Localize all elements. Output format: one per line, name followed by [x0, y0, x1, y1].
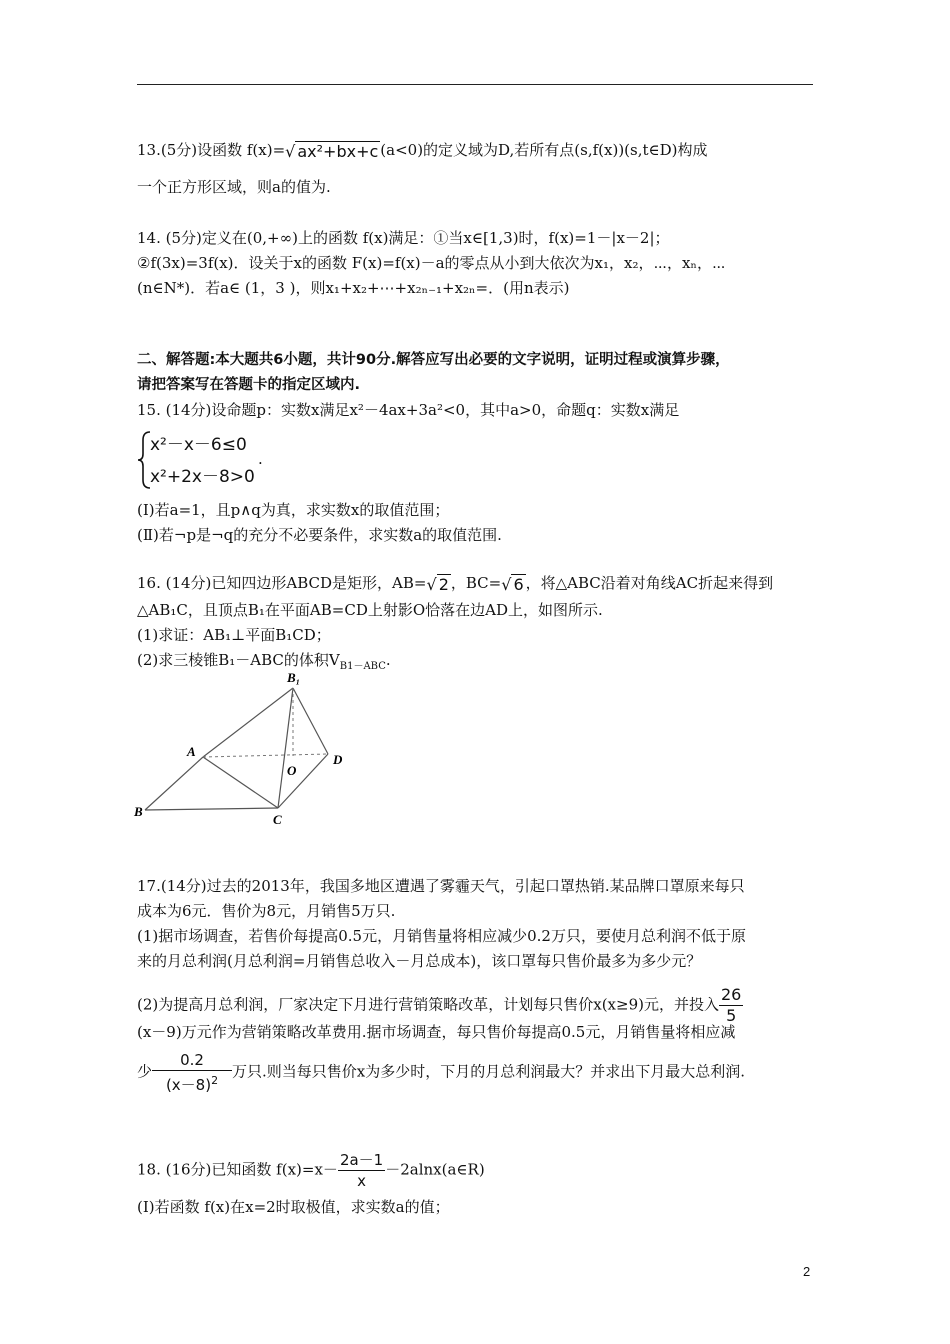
q18-line1: 18. (16分)已知函数 f(x)=x－ $\frac{2a-1}{x}$ －2alnx(a∈R): [137, 1151, 485, 1190]
q13-line1: 13.(5分)设函数 f(x)=√ ax²+bx+c (a<0)的定义域为D,若所有点(s,f(x))(s,t∈D)构成: [137, 141, 708, 161]
fraction-0.2-over-x-8-squared: $\frac{0.2}{(x-8)^2}$: [152, 1050, 232, 1095]
pyramid-figure: [130, 668, 360, 828]
sqrt-2: √ 2: [426, 574, 449, 594]
label-d: D: [333, 752, 343, 767]
q16-part2: (2)求三棱锥B₁－ABC的体积$V_{B1-ABC}$.: [137, 651, 391, 672]
label-a: A: [187, 744, 196, 759]
label-b: B: [134, 804, 143, 819]
edge-ad: [203, 754, 328, 757]
q14-line2: ②f(3x)=3f(x)．设关于x的函数 F(x)=f(x)－a的零点从小到大依次为x₁，x₂，⋯，xₙ，⋯: [137, 254, 726, 272]
edge-b1d: [293, 688, 328, 754]
edge-ba: [145, 757, 203, 810]
label-c: C: [273, 812, 282, 827]
edge-cd: [278, 754, 328, 808]
edge-ab1: [203, 688, 293, 757]
section2-heading-line2: 请把答案写在答题卡的指定区域内.: [137, 377, 361, 393]
label-b1: B₁: [287, 670, 301, 685]
q15-part2: (Ⅱ)若¬p是¬q的充分不必要条件，求实数a的取值范围.: [137, 526, 502, 544]
q17-line3: (1)据市场调查，若售价每提高0.5元，月销售量将相应减少0.2万只，要使月总利润不低于原: [137, 927, 746, 945]
q18-part1: (Ⅰ)若函数 f(x)在x=2时取极值，求实数a的值；: [137, 1198, 450, 1216]
edge-ac: [203, 757, 278, 808]
q15-line1: 15. (14分)设命题p：实数x满足x²－4ax+3a²<0，其中a>0，命题q：实数x满足: [137, 401, 680, 419]
edge-b1c: [278, 688, 293, 808]
q15-system-eq2: x²+2x－8>0: [150, 467, 255, 487]
sqrt-6: √ 6: [501, 574, 524, 594]
q16-line1: 16. (14分)已知四边形ABCD是矩形，AB=√ 2 ，BC=√ 6 ，将△ABC沿着对角线AC折起来得到: [137, 574, 774, 594]
page-number: 2: [803, 1264, 811, 1279]
header-rule: [137, 84, 813, 85]
q17-line4: 来的月总利润(月总利润=月销售总收入－月总成本)，该口罩每只售价最多为多少元？: [137, 952, 702, 970]
q17-line6: (x－9)万元作为营销策略改革费用.据市场调查，每只售价每提高0.5元，月销售量将相应减: [137, 1023, 736, 1041]
q13-line2: 一个正方形区域，则a的值为.: [137, 178, 331, 196]
label-o: O: [287, 763, 297, 778]
q15-system-eq1: x²－x－6≤0: [150, 435, 247, 455]
q14-line3: (n∈N*)．若a∈ (1，3 )，则x₁+x₂+⋯+x₂ₙ₋₁+x₂ₙ=．(用n表示): [137, 279, 570, 297]
q17-line1: 17.(14分)过去的2013年，我国多地区遭遇了雾霾天气，引起口罩热销.某品牌口罩原来每只: [137, 877, 745, 895]
q16-line2: △AB₁C，且顶点B₁在平面AB=CD上射影O恰落在边AD上，如图所示.: [137, 601, 603, 619]
edge-bc: [145, 808, 278, 810]
fraction-2a-1-over-x: $\frac{2a-1}{x}$: [339, 1151, 384, 1190]
section2-heading-line1: 二、解答题:本大题共6小题，共计90分.解答应写出必要的文字说明，证明过程或演算步骤，: [137, 352, 730, 368]
q15-part1: (Ⅰ)若a=1，且p∧q为真，求实数x的取值范围；: [137, 501, 450, 519]
q16-part1: (1)求证：AB₁⊥平面B₁CD；: [137, 626, 331, 644]
q14-line1: 14. (5分)定义在(0,+∞)上的函数 f(x)满足：①当x∈[1,3)时，f(x)=1－|x－2|；: [137, 229, 670, 247]
q17-line7: 少 $\frac{0.2}{(x-8)^2}$ 万只.则当每只售价x为多少时，下月的月总利润最大？并求出下月最大总利润.: [137, 1051, 746, 1094]
q17-line2: 成本为6元．售价为8元，月销售5万只.: [137, 902, 396, 920]
q17-line5: (2)为提高月总利润，厂家决定下月进行营销策略改革，计划每只售价x(x≥9)元，并投入 $\frac{26}{5}$: [137, 985, 742, 1025]
sqrt-expression: √ ax²+bx+c: [285, 141, 379, 161]
fraction-26-over-5: $\frac{26}{5}$: [721, 985, 742, 1025]
q15-system-period: .: [258, 450, 263, 468]
